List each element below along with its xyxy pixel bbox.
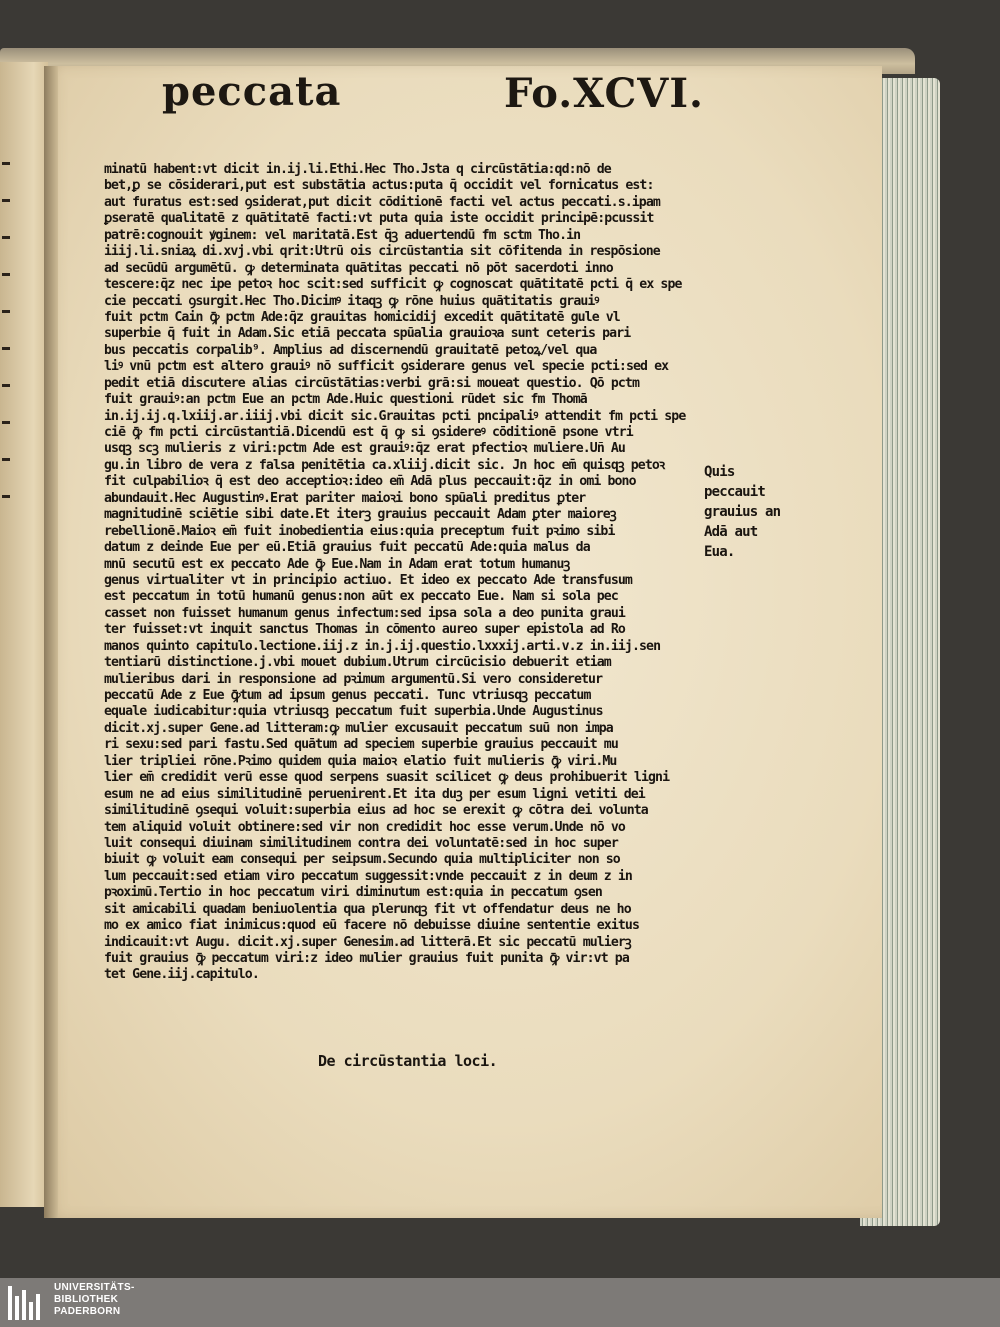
text-line: mulieribus dari in responsione ad pꝛimum argumentū.Si vero consideretur [104, 671, 603, 687]
text-line: casset non fuisset humanum genus infectum:sed ipsa sola a deo punita graui [104, 605, 625, 621]
text-line: mnū secutū est ex peccato Ade ꝙ̄ Eue.Nam in Adam erat totum humanuꝫ [104, 556, 570, 572]
library-footer [0, 1278, 1000, 1327]
text-line: dicit.xj.super Gene.ad litteram:ꝙ mulier excusauit peccatum suū non impa [104, 720, 613, 736]
text-line: gu.in libro de vera z falsa penitētia ca.xliij.dicit sic. Jn hoc em̄ quisqꝫ petoꝛ [104, 457, 665, 473]
text-line: equale iudicabitur:quia vtriusqꝫ peccatum fuit superbia.Unde Augustinus [104, 704, 603, 720]
text-line: tentiarū distinctione.j.vbi mouet dubium.Utrum circūcisio debuerit etiam [104, 655, 611, 671]
text-line: ad secūdū argumētū. ꝙ determinata quātitas peccati nō pōt sacerdoti inno [104, 260, 613, 276]
text-line: ter fuisset:vt inquit sanctus Thomas in cōmento aureo super epistola ad Ro [104, 622, 625, 638]
running-head-left: peccata [162, 68, 342, 115]
text-line: pꝛoximū.Tertio in hoc peccatum viri diminutum est:quia in peccatum ꝯsen [104, 885, 602, 901]
text-line: aut furatus est:sed ꝯsiderat,put dicit cōditionē facti vel actus peccati.s.ipam [104, 194, 660, 210]
text-line: tet Gene.iij.capitulo. [104, 967, 259, 983]
gutter-shadow [44, 66, 58, 1218]
text-line: tescere:q̄z nec ipe petoꝛ hoc scit:sed sufficit ꝙ cognoscat quātitatē pcti q̄ ex spe [104, 277, 682, 293]
text-line: iiij.li.sniaꝝ di.xvj.vbi qrit:Utrū ois circūstantia sit cōfitenda in respōsione [104, 244, 660, 260]
library-name [54, 1282, 135, 1318]
text-line: ri sexu:sed pari fastu.Sed quātum ad speciem superbie grauius peccauit mu [104, 737, 618, 753]
text-line: esum ne ad eius similitudinē peruenirent.Et ita duꝫ per esum ligni vetiti dei [104, 786, 645, 802]
text-line: liꝰ vnū pctm est altero grauiꝰ nō sufficit ꝯsiderare genus vel specie pcti:sed ex [104, 359, 669, 375]
left-page-text-marks [2, 162, 12, 532]
text-line: ꝑseratē qualitatē z quātitatē facti:vt puta quia iste occidit principē:pcussit [104, 211, 654, 227]
text-line: rebellionē.Maioꝛ em̄ fuit inobedientia eius:quia preceptum fuit pꝛimo sibi [104, 523, 615, 539]
text-line: est peccatum in totū humanū genus:non aūt ex peccato Eue. Nam si sola pec [104, 589, 618, 605]
text-line: luit consequi diuinam similitudinem contra dei voluntatē:sed in hoc super [104, 835, 618, 851]
library-name-line3: PADERBORN [54, 1306, 121, 1317]
text-line: peccatū Ade z Eue ꝙ̄tum ad ipsum genus peccati. Tunc vtriusqꝫ peccatum [104, 688, 591, 703]
text-line: abundauit.Hec Augustinꝰ.Erat pariter maioꝛi bono spūali preditus ꝑter [104, 490, 586, 506]
text-line: lum peccauit:sed etiam viro peccatum suggessit:vnde peccauit z in deum z in [104, 868, 632, 884]
text-line: fit culpabilioꝛ q̄ est deo acceptioꝛ:ideo em̄ Adā plus peccauit:q̄z in omi bono [104, 474, 636, 490]
text-line: magnitudinē sciētie sibi date.Et iterꝫ grauius peccauit Adam ꝑter maioreꝫ [104, 507, 616, 523]
marginal-line: Eua. [704, 544, 735, 560]
marginal-line: grauius an [704, 504, 781, 520]
text-line: biuit ꝙ voluit eam consequi per seipsum.Secundo quia multipliciter non so [104, 852, 620, 868]
text-line: bus peccatis corpalib⁹. Amplius ad discernendū grauitatē petoꝝ/vel qua [104, 342, 597, 358]
text-line: patrē:cognouit ꝟginem: vel maritatā.Est q̄ꝫ aduertendū fm sctm Tho.in [104, 227, 581, 243]
text-line: fuit grauius ꝙ̄ peccatum viri:z ideo mulier grauius fuit punita ꝙ̄ vir:vt pa [104, 951, 629, 966]
section-title: De circūstantia loci. [318, 1052, 498, 1070]
text-line: cie peccati ꝯsurgit.Hec Tho.Dicimꝰ itaqꝫ ꝙ rōne huius quātitatis grauiꝰ [104, 293, 599, 309]
text-line: fuit grauiꝰ:an pctm Eue an pctm Ade.Huic questioni rūdet sic fm Thomā [104, 392, 587, 408]
text-line: bet,ꝑ se cōsiderari,put est substātia actus:puta q̄ occidit vel fornicatus est: [104, 178, 654, 194]
text-line: mo ex amico fiat inimicus:quod eū facere nō debuisse diuine sententie exitus [104, 918, 640, 934]
text-line: usqꝫ scꝫ mulieris z viri:pctm Ade est grauiꝰ:q̄z erat pfectioꝛ muliere.Uñ Au [104, 441, 625, 457]
text-line: ciē ꝙ̄ fm pcti circūstantiā.Dicendū est q̄ ꝙ si ꝯsidereꝰ cōditionē psone vtri [104, 425, 633, 440]
text-line: superbie q̄ fuit in Adam.Sic etiā peccata spūalia grauioꝛa sunt ceteris pari [104, 326, 631, 342]
left-page-edge [0, 62, 48, 1207]
text-line: genus virtualiter vt in principio actiuo. Et ideo ex peccato Ade transfusum [104, 572, 632, 588]
marginal-line: Quis [704, 464, 735, 480]
text-line: lier tripliei rōne.Pꝛimo quidem quia maioꝛ elatio fuit mulieris ꝙ̄ viri.Mu [104, 753, 617, 769]
marginal-note [704, 462, 794, 562]
text-line: similitudinē ꝯsequi voluit:superbia eius ad hoc se erexit ꝙ cōtra dei volunta [104, 803, 648, 819]
library-name-line2: BIBLIOTHEK [54, 1294, 119, 1305]
body-text [104, 162, 714, 984]
text-line: in.ij.ij.q.lxiij.ar.iiij.vbi dicit sic.Grauitas pcti pncipaliꝰ attendit fm pcti spe [104, 408, 686, 424]
marginal-line: Adā aut [704, 524, 758, 540]
library-logo-icon [8, 1286, 46, 1320]
text-line: fuit pctm Cain ꝙ̄ pctm Ade:q̄z grauitas homicidij excedit quātitatē gule vl [104, 309, 620, 325]
folio-number: Fo.XCVI. [504, 70, 704, 117]
text-line: datum z deinde Eue per eū.Etiā grauius fuit peccatū Ade:quia malus da [104, 540, 590, 556]
text-line: tem aliquid voluit obtinere:sed vir non credidit hoc esse verum.Unde nō vo [104, 819, 625, 835]
recto-page [44, 66, 882, 1218]
text-line: sit amicabili quadam beniuolentia qua plerunqꝫ fit vt offendatur deus ne ho [104, 901, 631, 917]
text-line: pedit etiā discutere alias circūstātias:verbi grā:si moueat questio. Qō pctm [104, 375, 640, 391]
text-line: indicauit:vt Augu. dicit.xj.super Genesim.ad litterā.Et sic peccatū mulierꝫ [104, 934, 631, 950]
marginal-line: peccauit [704, 484, 766, 500]
library-name-line1: UNIVERSITÄTS- [54, 1282, 135, 1293]
text-line: lier em̄ credidit verū esse quod serpens suasit scilicet ꝙ deus prohibuerit ligni [104, 770, 670, 786]
text-line: minatū habent:vt dicit in.ij.li.Ethi.Hec Tho.Jsta q circūstātia:qd:nō de [104, 162, 611, 177]
text-line: manos quinto capitulo.lectione.iij.z in.j.ij.questio.lxxxij.arti.v.z in.iij.sen [104, 638, 661, 654]
